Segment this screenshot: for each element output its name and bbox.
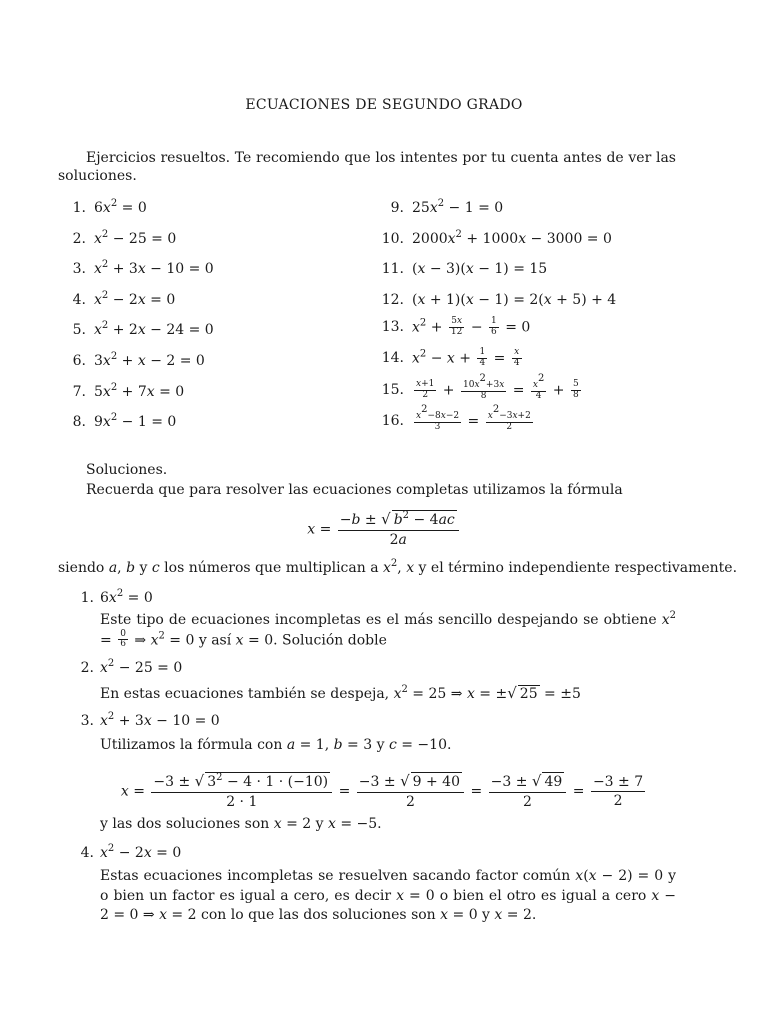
page-title: ECUACIONES DE SEGUNDO GRADO: [245, 97, 523, 113]
exercise-10: 10. $2000x^2 + 1000x - 3000 = 0$: [381, 229, 612, 247]
exercise-14: 14. $x^2 - x$ + $\frac{1}{4}$ = $\frac{x}{4}$: [381, 347, 520, 368]
solution-3-formula: x = $\frac{-3 \pm √ 3^2 - 4 \cdot 1 \cdot (-10)}{2 \cdot 1}$ = $\frac{-3 \pm √ 9 + 40}{2}$ = $\frac{-3 \pm √ 49}{2}$ = $\frac{-3 \pm 7}{2}$: [120, 772, 644, 810]
solution-1-text: Este tipo de ecuaciones incompletas es el más sencillo despejando se obtiene $x^2$ = $\frac{0}{6}$ ⇒ $x^2 = 0$ y así x = 0. Solución doble: [100, 610, 676, 650]
exercise-16: 16. $\frac{x^2-8x-2}{3}$ = $\frac{x^2-3x+2}{2}$: [381, 404, 531, 432]
solution-4-header: 4. $x^2 - 2x = 0$: [80, 843, 182, 861]
exercise-3: 3. $x^2 + 3x - 10 = 0$: [72, 259, 214, 277]
intro-paragraph: Ejercicios resueltos. Te recomiendo que los intentes por tu cuenta antes de ver las soluciones.: [58, 150, 676, 184]
solution-1-header: 1. $6x^2 = 0$: [80, 588, 153, 606]
exercise-12: 12. (x + 1)(x − 1) = 2(x + 5) + 4: [381, 292, 617, 308]
quadratic-formula: x = $\frac{-b \pm √ b^2 - 4ac}{2a}$: [0, 510, 768, 549]
solution-3-header: 3. $x^2 + 3x - 10 = 0$: [80, 711, 220, 729]
formula-intro: Recuerda que para resolver las ecuaciones completas utilizamos la fórmula: [86, 482, 623, 498]
exercise-4: 4. $x^2 - 2x = 0$: [72, 290, 176, 308]
solution-3-result: y las dos soluciones son x = 2 y x = −5.: [100, 816, 382, 832]
solution-2-header: 2. $x^2 - 25 = 0$: [80, 658, 183, 676]
exercise-8: 8. $9x^2 - 1 = 0$: [72, 412, 177, 430]
exercise-1: 1. $6x^2 = 0$: [72, 198, 147, 216]
formula-explanation: siendo a, b y c los números que multiplican a $x^2$, x y el término independiente respectivamente.: [58, 558, 738, 576]
exercise-7: 7. $5x^2 + 7x = 0$: [72, 382, 185, 400]
exercise-5: 5. $x^2 + 2x - 24 = 0$: [72, 320, 214, 338]
solution-3-text: Utilizamos la fórmula con a = 1, b = 3 y c = −10.: [100, 737, 452, 753]
exercise-9: 9. $25x^2 - 1 = 0$: [390, 198, 504, 216]
exercise-6: 6. $3x^2 + x - 2 = 0$: [72, 351, 205, 369]
exercise-11: 11. (x − 3)(x − 1) = 15: [381, 261, 548, 277]
solution-4-text: Estas ecuaciones incompletas se resuelven sacando factor común x(x − 2) = 0 y o bien un factor es igual a cero, es decir x = 0 o bien el otro es igual a cero x − 2 = 0 ⇒ x = 2 con lo que las dos soluciones son x = 0 y x = 2.: [100, 868, 677, 924]
solutions-heading: Soluciones.: [86, 462, 168, 478]
exercise-13: 13. $x^2$ + $\frac{5x}{12}$ − $\frac{1}{6}$ = 0: [381, 316, 531, 337]
solution-2-text: En estas ecuaciones también se despeja, $x^2 = 25$ ⇒ x = ±√ 25 = ±5: [100, 684, 581, 702]
exercise-15: 15. $\frac{x+1}{2}$ + $\frac{10x^2+3x}{8}$ = $\frac{x^2}{4}$ + $\frac{5}{8}$: [381, 373, 579, 401]
exercise-2: 2. $x^2 - 25 = 0$: [72, 229, 177, 247]
